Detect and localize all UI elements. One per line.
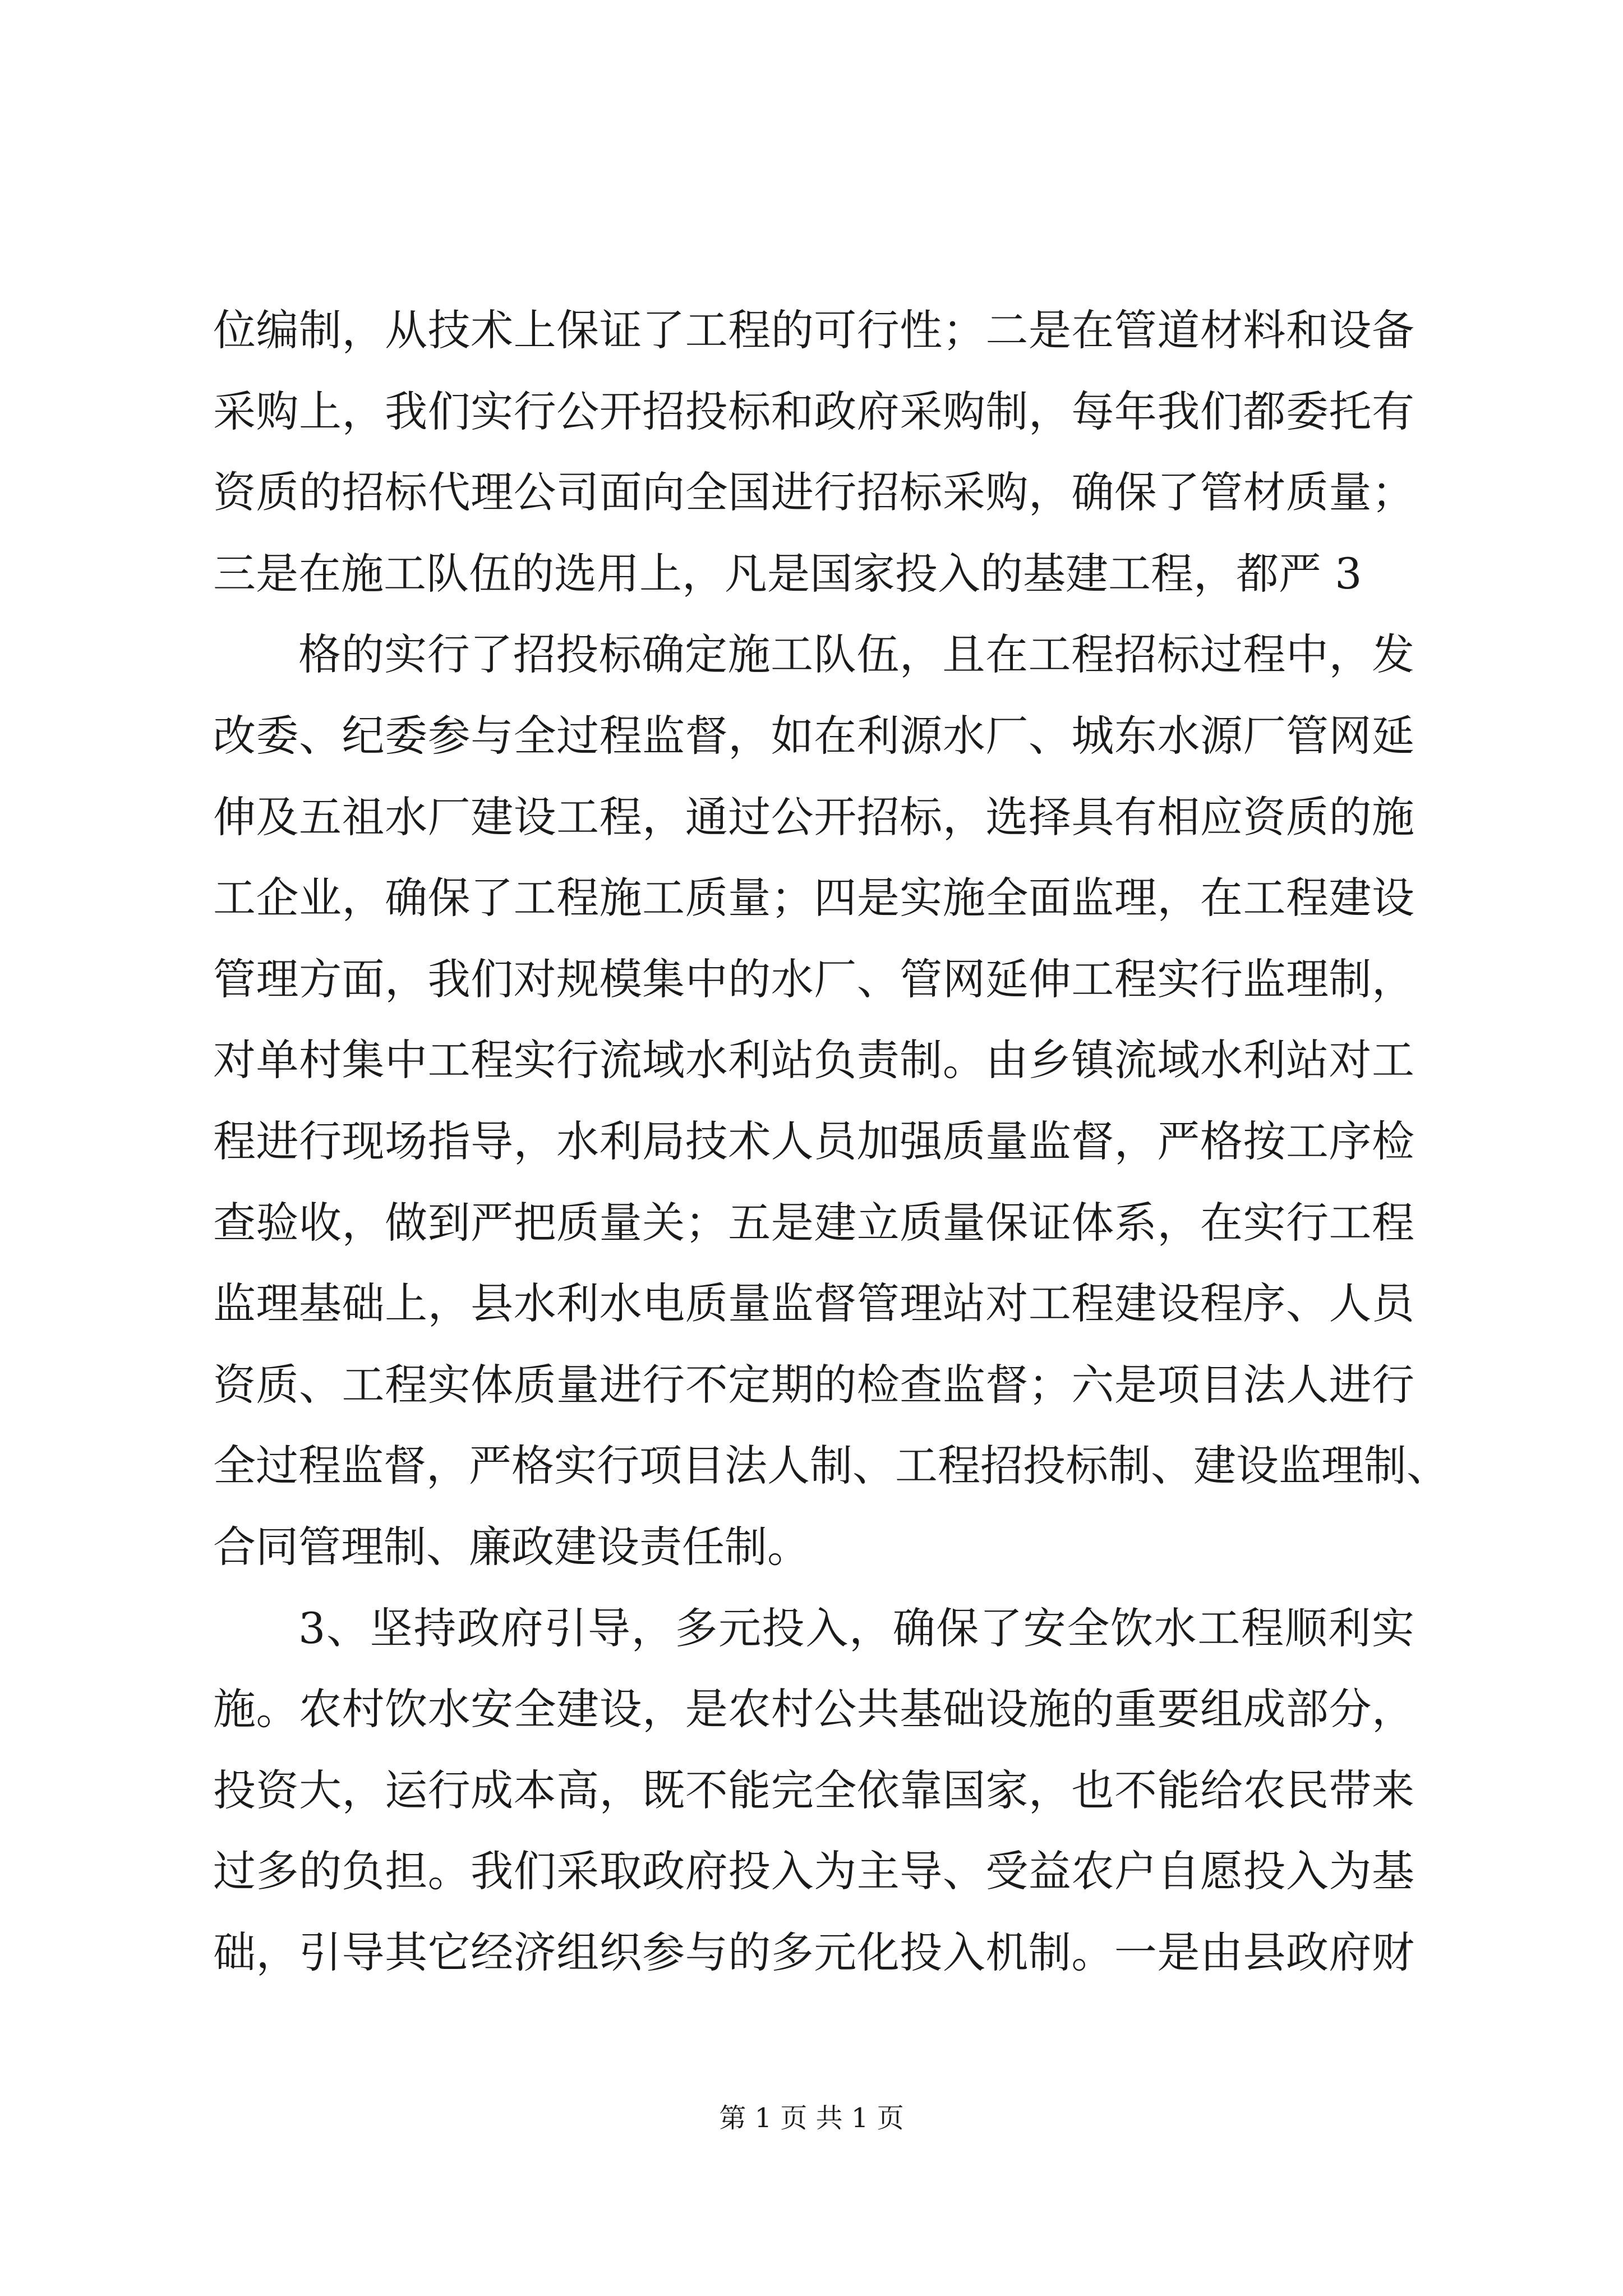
text-line: 合同管理制、廉政建设责任制。 xyxy=(213,1521,810,1572)
page-number-label: 第 1 页 共 1 页 xyxy=(719,2102,904,2134)
text-line: 查验收，做到严把质量关；五是建立质量保证体系，在实行工程 xyxy=(213,1197,1414,1248)
text-line: 三是在施工队伍的选用上，凡是国家投入的基建工程，都严 3 xyxy=(213,548,1362,599)
paragraph-1 xyxy=(213,290,1414,614)
text-line: 资质的招标代理公司面向全国进行招标采购，确保了管材质量； xyxy=(213,467,1414,518)
text-line: 监理基础上，县水利水电质量监督管理站对工程建设程序、人员 xyxy=(213,1278,1414,1329)
document-body xyxy=(213,290,1449,1993)
text-line: 资质、工程实体质量进行不定期的检查监督；六是项目法人进行 xyxy=(213,1359,1414,1410)
text-line: 全过程监督，严格实行项目法人制、工程招投标制、建设监理制、 xyxy=(213,1441,1449,1491)
text-line: 伸及五祖水厂建设工程，通过公开招标，选择具有相应资质的施 xyxy=(213,792,1414,842)
text-line: 过多的负担。我们采取政府投入为主导、受益农户自愿投入为基 xyxy=(213,1846,1414,1897)
page-footer xyxy=(0,2101,1623,2135)
text-line: 投资大，运行成本高，既不能完全依靠国家，也不能给农民带来 xyxy=(213,1765,1414,1815)
text-line: 对单村集中工程实行流域水利站负责制。由乡镇流域水利站对工 xyxy=(213,1035,1414,1085)
text-line: 采购上，我们实行公开招投标和政府采购制，每年我们都委托有 xyxy=(213,386,1414,436)
paragraph-3 xyxy=(213,1588,1414,1994)
text-line: 格的实行了招投标确定施工队伍，且在工程招标过程中，发 xyxy=(298,629,1414,680)
text-line: 施。农村饮水安全建设，是农村公共基础设施的重要组成部分， xyxy=(213,1684,1414,1734)
text-line: 管理方面，我们对规模集中的水厂、管网延伸工程实行监理制， xyxy=(213,954,1414,1004)
paragraph-2 xyxy=(213,614,1449,1588)
text-line: 工企业，确保了工程施工质量；四是实施全面监理，在工程建设 xyxy=(213,873,1414,923)
text-line: 改委、纪委参与全过程监督，如在利源水厂、城东水源厂管网延 xyxy=(213,710,1414,761)
text-line: 础，引导其它经济组织参与的多元化投入机制。一是由县政府财 xyxy=(213,1927,1414,1977)
text-line: 位编制，从技术上保证了工程的可行性；二是在管道材料和设备 xyxy=(213,305,1414,355)
text-line: 3、坚持政府引导，多元投入，确保了安全饮水工程顺利实 xyxy=(298,1603,1414,1653)
text-line: 程进行现场指导，水利局技术人员加强质量监督，严格按工序检 xyxy=(213,1116,1414,1166)
